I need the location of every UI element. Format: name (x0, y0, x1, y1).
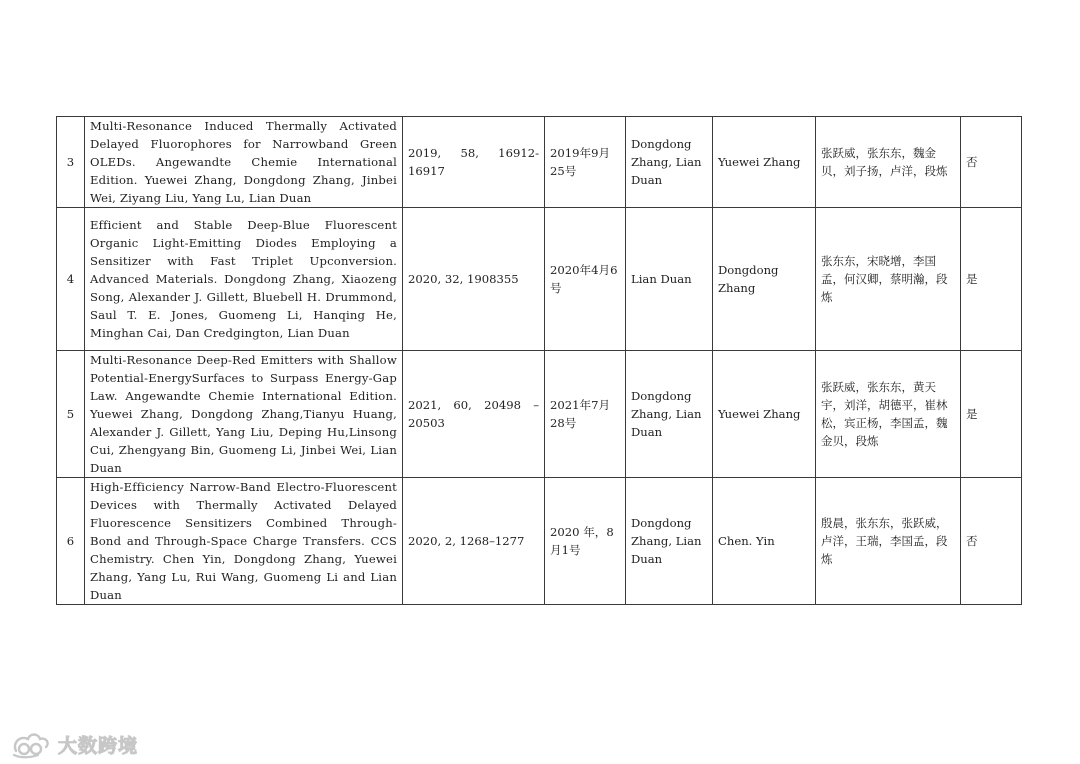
publication-table (56, 116, 1022, 605)
status-flag: 是 (961, 208, 1022, 351)
author-list-cn: 殷晨，张东东，张跃威，卢洋，王瑞，李国孟，段炼 (816, 478, 961, 605)
corresponding-author: Lian Duan (626, 208, 713, 351)
table-row (57, 117, 1022, 208)
volume-pages: 2019, 58, 16912-16917 (403, 117, 545, 208)
row-index: 3 (57, 117, 85, 208)
author-list-cn: 张东东，宋晓增，李国孟，何汉卿，蔡明瀚，段炼 (816, 208, 961, 351)
publish-date: 2021年7月28号 (545, 351, 626, 478)
weibo-logo-icon (10, 729, 54, 759)
watermark-text: 大数跨境 (58, 734, 139, 757)
corresponding-author: Dongdong Zhang, Lian Duan (626, 117, 713, 208)
publish-date: 2020年4月6号 (545, 208, 626, 351)
table-row (57, 478, 1022, 605)
table-row (57, 351, 1022, 478)
table-row (57, 208, 1022, 351)
volume-pages: 2021, 60, 20498 – 20503 (403, 351, 545, 478)
row-index: 6 (57, 478, 85, 605)
row-index: 4 (57, 208, 85, 351)
first-author: Yuewei Zhang (713, 117, 816, 208)
status-flag: 否 (961, 478, 1022, 605)
first-author: Dongdong Zhang (713, 208, 816, 351)
status-flag: 是 (961, 351, 1022, 478)
author-list-cn: 张跃威，张东东，魏金贝，刘子扬，卢洋，段炼 (816, 117, 961, 208)
watermark (10, 726, 138, 762)
volume-pages: 2020, 2, 1268–1277 (403, 478, 545, 605)
publish-date: 2019年9月25号 (545, 117, 626, 208)
author-list-cn: 张跃威，张东东，黄天宇，刘洋，胡德平，崔林松，宾正杨，李国孟，魏金贝，段炼 (816, 351, 961, 478)
paper-citation: High-Efficiency Narrow-Band Electro-Fluorescent Devices with Thermally Activated Delayed Fluorescence Sensitizers Combined Through-Bond and Through-Space Charge Transfers. CCS Chemistry. Chen Yin, Dongdong Zhang, Yuewei Zhang, Yang Lu, Rui Wang, Guomeng Li and Lian Duan (85, 478, 403, 605)
paper-citation: Multi-Resonance Deep-Red Emitters with Shallow Potential-EnergySurfaces to Surpass Energy-Gap Law. Angewandte Chemie International Edition. Yuewei Zhang, Dongdong Zhang,Tianyu Huang, Alexander J. Gillett, Yang Liu, Deping Hu,Linsong Cui, Zhengyang Bin, Guomeng Li, Jinbei Wei, Lian Duan (85, 351, 403, 478)
volume-pages: 2020, 32, 1908355 (403, 208, 545, 351)
first-author: Chen. Yin (713, 478, 816, 605)
publish-date: 2020 年，8月1号 (545, 478, 626, 605)
paper-citation: Efficient and Stable Deep-Blue Fluorescent Organic Light-Emitting Diodes Employing a Sensitizer with Fast Triplet Upconversion. Advanced Materials. Dongdong Zhang, Xiaozeng Song, Alexander J. Gillett, Bluebell H. Drummond, Saul T. E. Jones, Guomeng Li, Hanqing He, Minghan Cai, Dan Credgington, Lian Duan (85, 208, 403, 351)
corresponding-author: Dongdong Zhang, Lian Duan (626, 351, 713, 478)
paper-citation: Multi-Resonance Induced Thermally Activated Delayed Fluorophores for Narrowband Green OLEDs. Angewandte Chemie International Edition. Yuewei Zhang, Dongdong Zhang, Jinbei Wei, Ziyang Liu, Yang Lu, Lian Duan (85, 117, 403, 208)
first-author: Yuewei Zhang (713, 351, 816, 478)
status-flag: 否 (961, 117, 1022, 208)
row-index: 5 (57, 351, 85, 478)
corresponding-author: Dongdong Zhang, Lian Duan (626, 478, 713, 605)
